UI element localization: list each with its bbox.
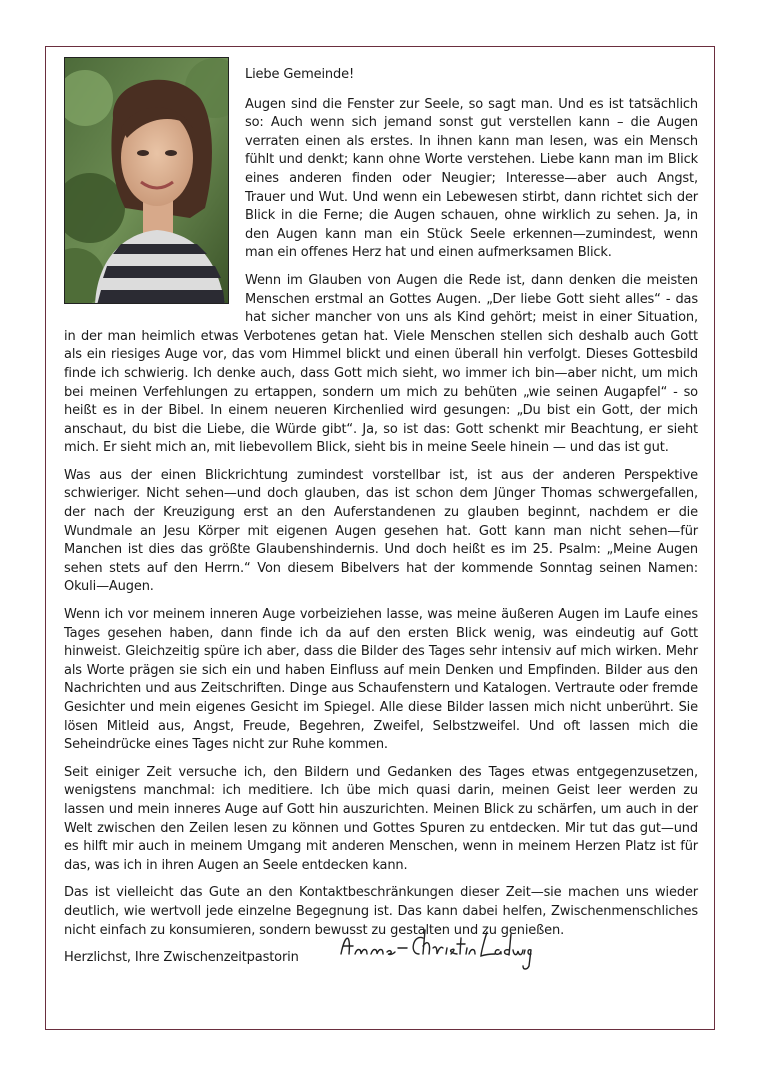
paragraph-6: Das ist vielleicht das Gute an den Kontaktbeschränkungen dieser Zeit—sie machen uns wieder deutlich, wie wertvoll jede einzelne Begegnung ist. Das kann dabei helfen, Zwischenmenschliches nicht einfach zu konsumieren, sondern bewusst zu gestalten und zu genießen.	[64, 885, 698, 938]
paragraph-4: Wenn ich vor meinem inneren Auge vorbeiziehen lasse, was meine äußeren Augen im Laufe eines Tages gesehen haben, dann finde ich da auf den ersten Blick wenig, was eindeutig auf Gott hinweist. Gleichzeitig spüre ich aber, dass die Bilder des Tages sehr intensiv auf mich wirken. Mehr als Worte prägen sie sich ein und haben Einfluss auf mein Denken und Empfinden. Bilder aus den Nachrichten und aus Zeitschriften. Dinge aus Schaufenstern und Katalogen. Vertraute oder fremde Gesichter und mein eigenes Gesicht im Spiegel. Alle diese Bilder lassen mich nicht unberührt. Sie lösen Mitleid aus, Angst, Freude, Begehren, Zweifel, Selbstzweifel. Und oft lassen mich die Seheindrücke eines Tages nicht zur Ruhe kommen.	[64, 607, 698, 753]
letter-body	[64, 57, 698, 977]
closing-line: Herzlichst, Ihre Zwischenzeitpastorin	[64, 950, 299, 966]
handwritten-signature	[335, 924, 535, 974]
paragraph-5: Seit einiger Zeit versuche ich, den Bildern und Gedanken des Tages etwas entgegenzusetzen, wenigstens manchmal: ich meditiere. Ich übe mich quasi darin, meinen Geist leer werden zu lassen und mein inneres Auge auf Gott hin auszurichten. Meinen Blick zu schärfen, um auch in der Welt zwischen den Zeilen lesen zu können und Gottes Spuren zu entdecken. Mir tut das gut—und es hilft mir auch in meinem Umgang mit anderen Menschen, wenn in meinem Herzen Platz ist für das, was ich in ihren Augen an Seele entdecken kann.	[64, 764, 698, 873]
author-portrait-photo	[64, 57, 229, 304]
paragraph-1: Augen sind die Fenster zur Seele, so sagt man. Und es ist tatsächlich so: Auch wenn sich jemand sonst gut verstellen kann – die Augen verraten einen als erstes. In ihnen kann man lesen, was ein Mensch fühlt und denkt; kann ohne Worte verstehen. Liebe kann man im Blick eines anderen finden oder Neugier; Interesse—aber auch Angst, Trauer und Wut. Und wenn ein Lebewesen stirbt, dann richtet sich der Blick in die Ferne; die Augen schauen, ohne wirklich zu sehen. Ja, in den Augen kann man ein Stück Seele erkennen—zumindest, wenn man ein offenes Herz hat und einen aufmerksamen Blick.	[245, 96, 698, 261]
page-frame	[45, 46, 715, 1030]
paragraph-2: Wenn im Glauben von Augen die Rede ist, dann denken die meisten Menschen erstmal an Gottes Augen. „Der liebe Gott sieht alles“ - das hat sicher mancher von uns als Kind gehört; meist in einer Situation, in der man heimlich etwas Verbotenes getan hat. Viele Menschen stellen sich deshalb auch Gott als ein riesiges Auge vor, das vom Himmel blickt und einen überall hin verfolgt. Dieses Gottesbild finde ich schwierig. Ich denke auch, dass Gott mich sieht, wo immer ich bin—aber nicht, um mich bei meinen Verfehlungen zu ertappen, sondern um mich zu behüten „wie seinen Augapfel“ - so heißt es in der Bibel. In einem neueren Kirchenlied wird gesungen: „Du bist ein Gott, der mich anschaut, du bist die Liebe, die Würde gibt“. Ja, so ist das: Gott schenkt mir Beachtung, er sieht mich. Er sieht mich an, mit liebevollem Blick, sieht bis in meine Seele hinein — und das ist gut.	[64, 272, 698, 456]
greeting: Liebe Gemeinde!	[245, 67, 355, 82]
paragraph-3: Was aus der einen Blickrichtung zumindest vorstellbar ist, ist aus der anderen Perspektive schwieriger. Nicht sehen—und doch glauben, das ist schon dem Jünger Thomas schwergefallen, der nach der Kreuzigung erst an den Auferstandenen zu glauben beginnt, nachdem er die Wundmale an Jesu Körper mit eigenen Augen gesehen hat. Gott kann man nicht sehen—für Manchen ist dies das größte Glaubenshindernis. Und doch heißt es im 25. Psalm: „Meine Augen sehen stets auf den Herrn.“ Von diesem Bibelvers hat der kommende Sonntag seinen Namen: Okuli—Augen.	[64, 467, 698, 595]
